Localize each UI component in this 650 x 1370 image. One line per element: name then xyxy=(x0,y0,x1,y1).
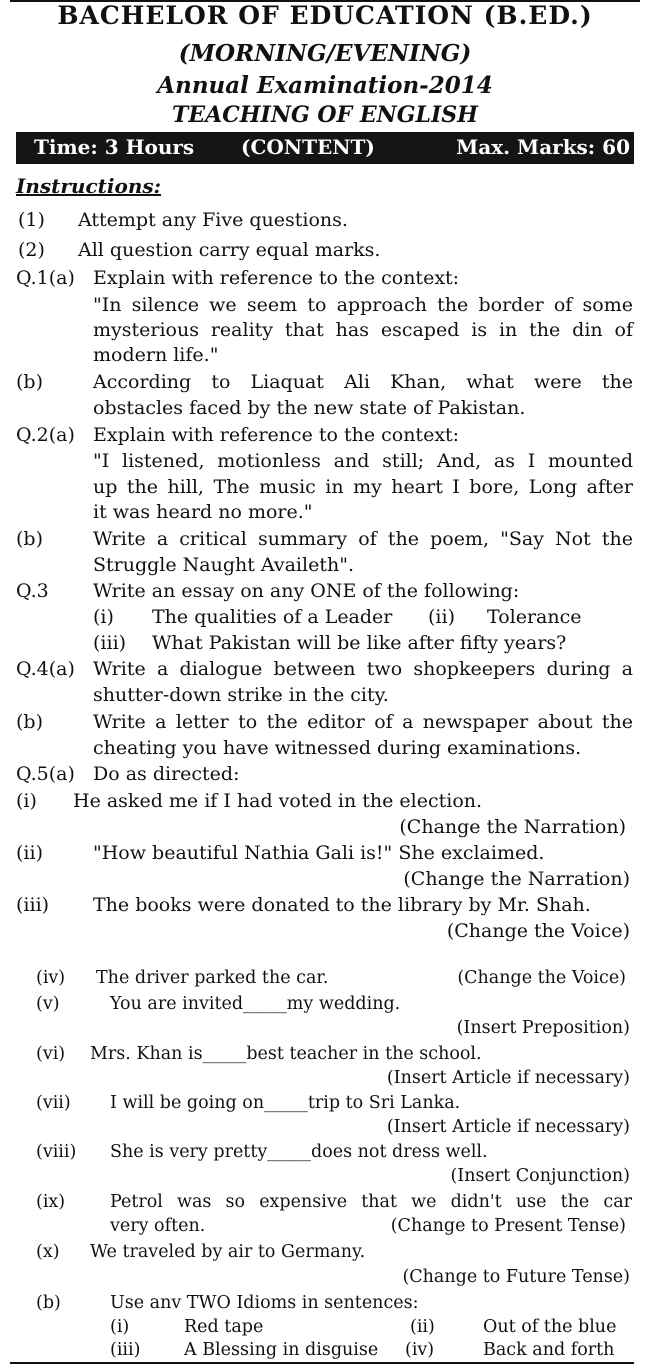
item-text: You are invited_____my wedding. xyxy=(110,994,401,1014)
question-text: Struggle Naught Availeth". xyxy=(93,554,354,576)
idiom-text: Out of the blue xyxy=(483,1317,617,1337)
question-text: Use anv TWO Idioms in sentences: xyxy=(110,1293,419,1313)
item-direction: (Insert Preposition) xyxy=(456,1018,630,1038)
subject-title: TEACHING OF ENGLISH xyxy=(172,102,478,128)
item-direction: (Change to Future Tense) xyxy=(402,1267,630,1287)
option-num: (iii) xyxy=(93,632,127,654)
idiom-text: Back and forth xyxy=(483,1340,615,1360)
question-text: Write an essay on any ONE of the following: xyxy=(93,580,520,602)
quote-line: modern life." xyxy=(93,344,219,366)
item-direction: (Change the Voice) xyxy=(446,920,630,942)
question-number: (b) xyxy=(16,371,43,393)
degree-title: BACHELOR OF EDUCATION (B.ED.) xyxy=(57,1,593,30)
content-label: (CONTENT) xyxy=(241,135,375,159)
item-text: Petrol was so expensive that we didn't use the car xyxy=(110,1192,632,1212)
exam-title: Annual Examination-2014 xyxy=(157,72,493,99)
idiom-text: A Blessing in disguise xyxy=(184,1340,379,1360)
idiom-num: (iii) xyxy=(110,1340,141,1360)
question-number: Q.3 xyxy=(16,580,49,602)
question-text: cheating you have witnessed during examinations. xyxy=(93,737,582,759)
option-num: (i) xyxy=(93,606,114,628)
quote-line: up the hill, The music in my heart I bore, Long after xyxy=(93,476,633,498)
question-text: According to Liaquat Ali Khan, what were the xyxy=(93,371,633,393)
question-text: obstacles faced by the new state of Pakistan. xyxy=(93,397,526,419)
instruction-num: (2) xyxy=(18,239,45,261)
instruction-text: Attempt any Five questions. xyxy=(78,209,348,231)
item-text: We traveled by air to Germany. xyxy=(90,1242,366,1262)
item-num: (ii) xyxy=(16,842,43,864)
quote-line: "I listened, motionless and still; And, as I mounted xyxy=(93,450,633,472)
question-number: Q.1(a) xyxy=(16,267,75,289)
quote-line: mysterious reality that has escaped is in the din of xyxy=(93,319,633,341)
option-text: What Pakistan will be like after fifty years? xyxy=(152,632,567,654)
bottom-rule xyxy=(10,1362,634,1364)
item-direction: (Insert Article if necessary) xyxy=(386,1068,630,1088)
item-text: I will be going on_____trip to Sri Lanka. xyxy=(110,1093,461,1113)
question-number: (b) xyxy=(16,711,43,733)
question-text: Write a critical summary of the poem, "Say Not the xyxy=(93,528,633,550)
item-num: (i) xyxy=(16,790,37,812)
item-num: (ix) xyxy=(36,1192,66,1212)
idiom-num: (i) xyxy=(110,1317,130,1337)
question-number: (b) xyxy=(36,1293,61,1313)
session-title: (MORNING/EVENING) xyxy=(178,40,472,67)
idiom-num: (ii) xyxy=(410,1317,435,1337)
question-number: Q.5(a) xyxy=(16,763,75,785)
instruction-num: (1) xyxy=(18,209,45,231)
item-direction: (Change the Voice) xyxy=(457,968,626,988)
option-num: (ii) xyxy=(428,606,455,628)
quote-line: "In silence we seem to approach the border of some xyxy=(93,294,633,316)
item-direction: (Change to Present Tense) xyxy=(390,1216,626,1236)
instruction-text: All question carry equal marks. xyxy=(78,239,381,261)
item-direction: (Insert Conjunction) xyxy=(450,1166,630,1186)
item-text: very often. xyxy=(110,1216,206,1236)
item-num: (x) xyxy=(36,1242,60,1262)
item-num: (iii) xyxy=(16,894,50,916)
item-text: The driver parked the car. xyxy=(96,968,329,988)
option-text: Tolerance xyxy=(487,606,582,628)
question-text: Do as directed: xyxy=(93,763,240,785)
idiom-num: (iv) xyxy=(405,1340,435,1360)
quote-line: it was heard no more." xyxy=(93,501,313,523)
item-text: "How beautiful Nathia Gali is!" She exclaimed. xyxy=(93,842,545,864)
question-number: Q.4(a) xyxy=(16,658,75,680)
question-text: Write a dialogue between two shopkeepers during a xyxy=(93,658,633,680)
instructions-heading: Instructions: xyxy=(16,174,162,198)
question-text: Explain with reference to the context: xyxy=(93,424,460,446)
marks-label: Max. Marks: 60 xyxy=(456,135,630,159)
option-text: The qualities of a Leader xyxy=(152,606,393,628)
question-number: Q.2(a) xyxy=(16,424,75,446)
question-text: Write a letter to the editor of a newspaper about the xyxy=(93,711,633,733)
info-bar xyxy=(16,132,634,164)
item-num: (vi) xyxy=(36,1044,66,1064)
question-text: shutter-down strike in the city. xyxy=(93,684,389,706)
item-text: The books were donated to the library by Mr. Shah. xyxy=(93,894,591,916)
item-direction: (Insert Article if necessary) xyxy=(386,1117,630,1137)
item-num: (vii) xyxy=(36,1093,71,1113)
item-text: She is very pretty_____does not dress well. xyxy=(110,1142,488,1162)
item-direction: (Change the Narration) xyxy=(403,868,630,890)
item-direction: (Change the Narration) xyxy=(399,816,626,838)
item-text: He asked me if I had voted in the election. xyxy=(73,790,483,812)
time-label: Time: 3 Hours xyxy=(34,135,195,159)
item-text: Mrs. Khan is_____best teacher in the school. xyxy=(90,1044,482,1064)
idiom-text: Red tape xyxy=(184,1317,264,1337)
item-num: (viii) xyxy=(36,1142,77,1162)
question-number: (b) xyxy=(16,528,43,550)
question-text: Explain with reference to the context: xyxy=(93,267,460,289)
item-num: (iv) xyxy=(36,968,66,988)
item-num: (v) xyxy=(36,994,60,1014)
